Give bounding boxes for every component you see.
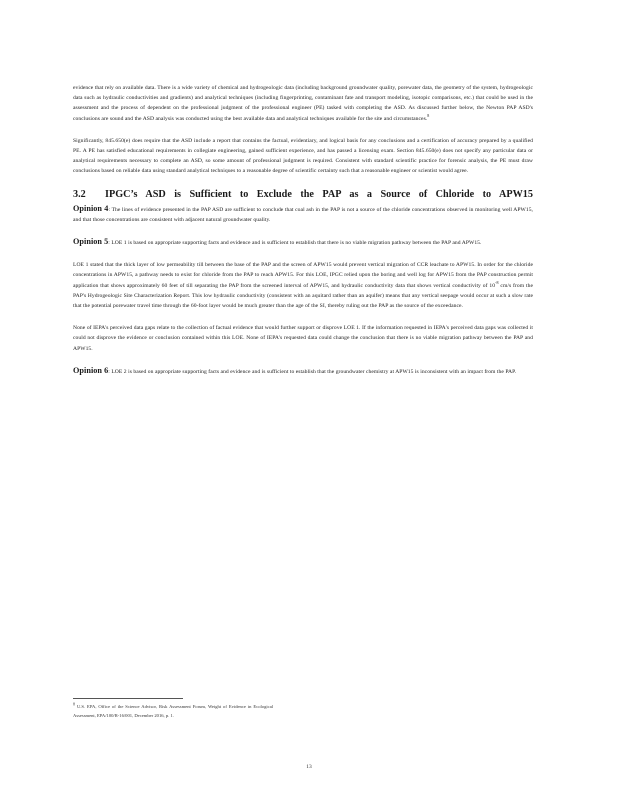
- paragraph-loe1: [73, 260, 533, 311]
- paragraph-evidence-text: evidence that rely on available data. There is a wide variety of chemical and hydrogeologic data (including background groundwater quality, porewater data, the geometry of the system, hydrogeologic data such as hydraulic conductivities and gradients) and analytical techniques (including fingerprinting, contaminant fate and transport modeling, isotopic comparisons, etc.) that could be used in the assessment and the process of dependent on the professional judgment of the professional engineer (PE) tasked with completing the ASD. As discussed further below, the Newton PAP ASD's conclusions are sound and the ASD analysis was conducted using the best available data and analytical techniques available for the site and circumstances.: [73, 85, 533, 122]
- paragraph-loe1-text-b: cm/s from the PAP's Hydrogeologic Site Characterization Report. This low hydraulic conductivity (consistent with an aquitard rather than an aquifer) means that any vertical seepage would occur at such a slow rate that the potential porewater travel time through the 60-foot layer would be much greater than the age of the SI, thereby ruling out the PAP as the source of the exceedance.: [73, 282, 533, 310]
- opinion-6-paragraph: [73, 366, 533, 377]
- footnote: [73, 702, 273, 720]
- footnote-divider: [73, 698, 183, 699]
- page-content: [73, 83, 533, 389]
- page-number: 13: [306, 764, 312, 770]
- opinion-4-paragraph: [73, 204, 533, 225]
- exponent: -8: [495, 279, 499, 285]
- opinion-6-label: Opinion 6: [73, 365, 109, 375]
- footnote-text: U.S. EPA, Office of the Science Advisor, Risk Assessment Forum, Weight of Evidence in Ecological Assessment, EPA/100/R-16/001, December 2016, p. 1.: [73, 704, 274, 718]
- paragraph-loe1-text-a: LOE 1 stated that the thick layer of low permeability till between the base of the PAP and the screen of APW15 would prevent vertical migration of CCR leachate to APW15. In order for the chloride concentrations in APW15, a pathway needs to exist for chloride from the PAP to reach APW15. For this LOE, IPGC relied upon the boring and well log for APW15 from the PAP construction permit application that shows approximately 60 feet of till separating the PAP from the screened interval of APW15, and hydraulic conductivity data that shows vertical conductivity of 10: [73, 262, 533, 289]
- paragraph-significantly-text: Significantly, 845.650(e) does require that the ASD include a report that contains the factual, evidentiary, and logical basis for any conclusions and a certification of accuracy prepared by a qualified PE. A PE has satisfied educational requirements in collegiate engineering, gained sufficient experience, and has passed a licensing exam. Section 845.650(e) does not specify any particular data or analytical requirements necessary to complete an ASD, so some amount of professional judgment is required. Consistent with standard scientific practice for forensic analysis, the PE must draw conclusions based on reliable data using standard analytical techniques to a reasonable degree of scientific certainty such that a reasonable engineer or scientist would agree.: [73, 137, 533, 175]
- opinion-4-label: Opinion 4: [73, 203, 109, 213]
- section-number: 3.2: [73, 188, 86, 200]
- paragraph-significantly: [73, 136, 533, 177]
- footnote-marker: 8: [73, 701, 75, 707]
- footnote-reference: 8: [427, 112, 430, 118]
- section-heading: [73, 189, 533, 201]
- opinion-6-text: : LOE 2 is based on appropriate supporting facts and evidence and is sufficient to establish that the groundwater chemistry at APW15 is inconsistent with an impact from the PAP.: [108, 368, 517, 375]
- opinion-4-text: : The lines of evidence presented in the PAP ASD are sufficient to conclude that coal ash in the PAP is not a source of the chloride concentrations observed in monitoring well APW15, and that those concentrations are consistent with adjacent natural groundwater quality.: [73, 206, 533, 223]
- section-title: IPGC’s ASD is Sufficient to Exclude the PAP as a Source of Chloride to APW15: [105, 188, 533, 200]
- paragraph-none: [73, 323, 533, 354]
- opinion-5-paragraph: [73, 237, 533, 248]
- paragraph-evidence: [73, 83, 533, 124]
- opinion-5-text: : LOE 1 is based on appropriate supporting facts and evidence and is sufficient to establish that there is no viable migration pathway between the PAP and APW15.: [108, 240, 482, 247]
- opinion-5-label: Opinion 5: [73, 237, 109, 247]
- paragraph-none-text: None of IEPA's perceived data gaps relate to the collection of factual evidence that would further support or disprove LOE 1. If the information requested in IEPA's perceived data gaps was collected it could not disprove the evidence or conclusion contained within this LOE. None of IEPA's requested data could change the conclusion that there is no viable migration pathway between the PAP and APW15.: [73, 325, 533, 352]
